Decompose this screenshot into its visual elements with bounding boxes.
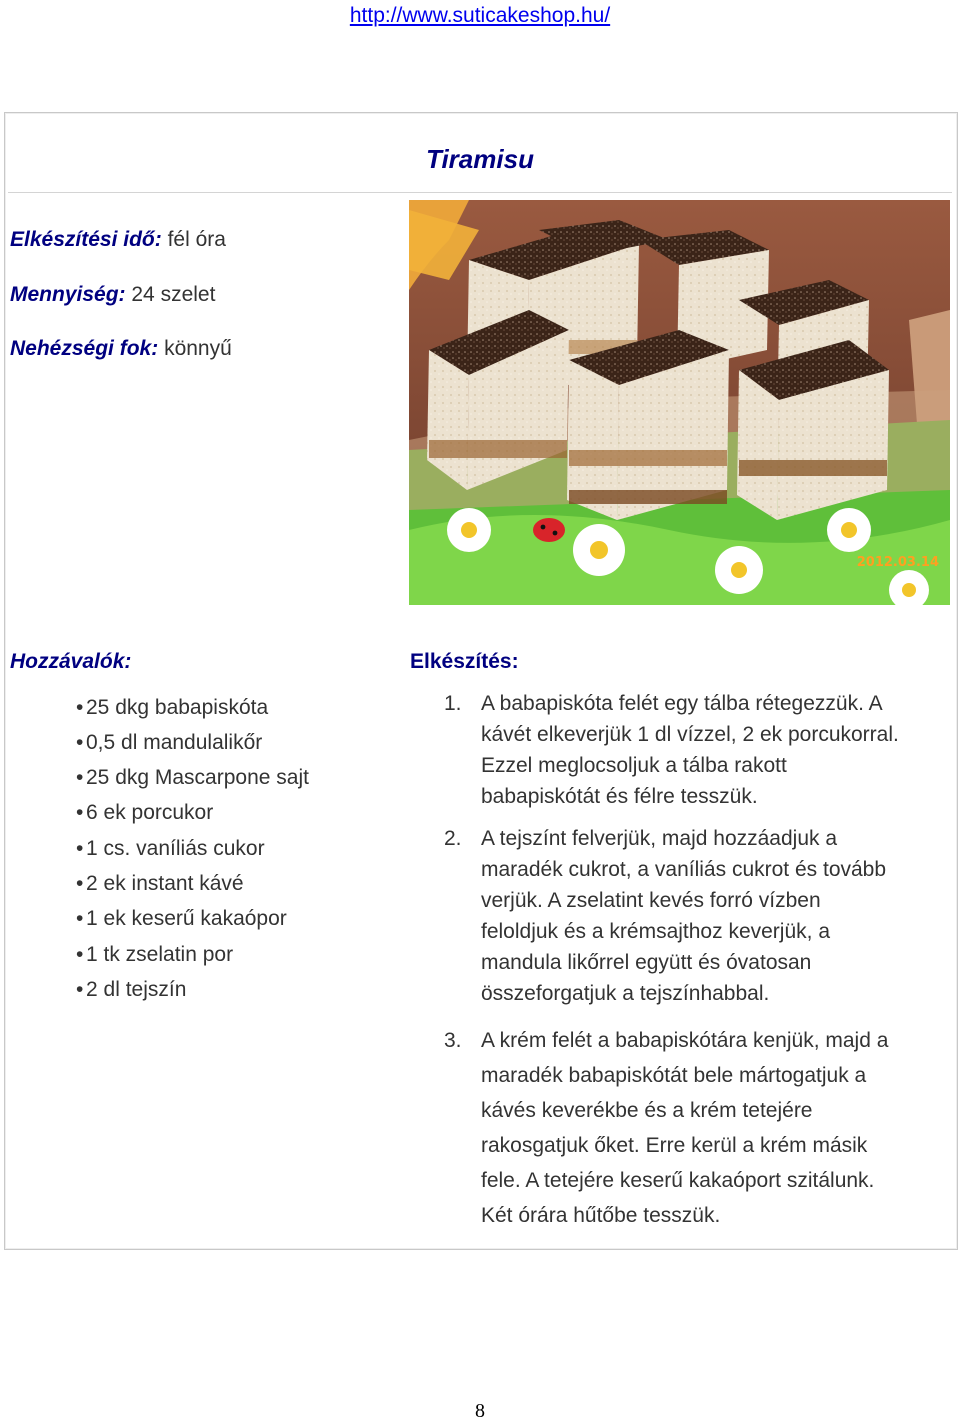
step-text: mandula likőrrel együtt és óvatosan — [481, 951, 812, 974]
step-text: feloldjuk és a krémsajthoz keverjük, a — [481, 920, 830, 943]
list-item: • 1 ek keserű kakaópor — [76, 907, 287, 930]
step-number: 1. — [444, 692, 462, 715]
tiramisu-photo — [409, 200, 950, 605]
list-item: • 2 ek instant kávé — [76, 872, 244, 895]
meta-label: Nehézségi fok — [10, 337, 152, 360]
step-text: Két órára hűtőbe tesszük. — [481, 1204, 721, 1227]
list-item: • 1 tk zselatin por — [76, 943, 234, 966]
step-text: maradék cukrot, a vaníliás cukrot és tovább — [481, 858, 887, 881]
meta-label: Mennyiség — [10, 283, 119, 306]
step-text: A babapiskóta felét egy tálba rétegezzük. A — [481, 692, 883, 715]
step-text: rakosgatjuk őket. Erre kerül a krém másik — [481, 1134, 868, 1157]
step-text: A krém felét a babapiskótára kenjük, majd a — [481, 1029, 889, 1052]
photo-date-stamp: 2012.03.14 — [856, 555, 939, 570]
step-text: kávés keverékbe és a krém tetejére — [481, 1099, 813, 1122]
list-item: • 2 dl tejszín — [76, 978, 187, 1001]
list-item: • 25 dkg Mascarpone sajt — [76, 766, 309, 789]
step-number: 3. — [444, 1029, 462, 1052]
ingredients-heading: Hozzávalók: — [10, 650, 132, 673]
list-item: • 6 ek porcukor — [76, 801, 214, 824]
site-url-link[interactable]: http://www.suticakeshop.hu/ — [349, 4, 611, 27]
recipe-title: Tiramisu — [426, 144, 534, 174]
step-text: kávét elkeverjük 1 dl vízzel, 2 ek porcukorral. — [481, 723, 899, 746]
meta-prep-time: Elkészítési idő: fél óra — [10, 228, 226, 251]
step-number: 2. — [444, 827, 462, 850]
list-item: • 0,5 dl mandulalikőr — [76, 731, 263, 754]
step-text: maradék babapiskótát bele mártogatjuk a — [481, 1064, 867, 1087]
step-text: összeforgatjuk a tejszínhabbal. — [481, 982, 770, 1005]
step-text: A tejszínt felverjük, majd hozzáadjuk a — [481, 827, 838, 850]
meta-difficulty: Nehézségi fok: könnyű — [10, 337, 232, 360]
step-text: babapiskótát és félre tesszük. — [481, 785, 758, 808]
step-text: verjük. A zselatint kevés forró vízben — [481, 889, 821, 912]
meta-label: Elkészítési idő — [10, 228, 155, 251]
meta-quantity: Mennyiség: 24 szelet — [10, 283, 216, 306]
meta-value: könnyű — [164, 337, 232, 360]
meta-value: fél óra — [167, 228, 226, 251]
step-text: Ezzel meglocsoljuk a tálba rakott — [481, 754, 787, 777]
steps-heading: Elkészítés: — [410, 650, 519, 673]
list-item: • 25 dkg babapiskóta — [76, 696, 269, 719]
title-row — [8, 118, 952, 193]
page-number: 8 — [475, 1400, 485, 1422]
meta-value: 24 szelet — [131, 283, 216, 306]
list-item: • 1 cs. vaníliás cukor — [76, 837, 265, 860]
step-text: fele. A tetejére keserű kakaóport szitálunk. — [481, 1169, 875, 1192]
